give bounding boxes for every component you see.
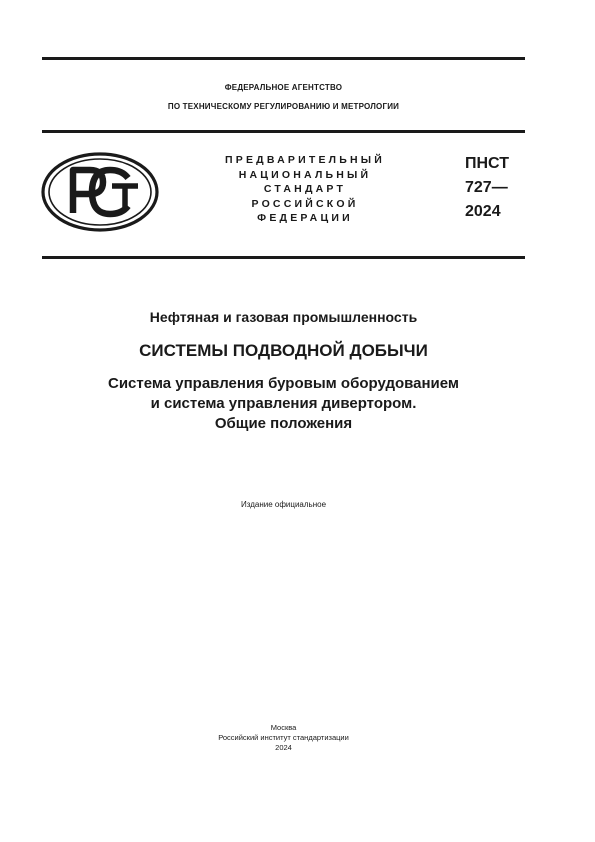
imprint-publisher: Российский институт стандартизации [218,733,349,742]
edition-note: Издание официальное [240,500,327,509]
standard-type-line: ПРЕДВАРИТЕЛЬНЫЙ [225,154,385,166]
main-title: СИСТЕМЫ ПОДВОДНОЙ ДОБЫЧИ [139,341,428,360]
subtitle-line: Система управления буровым оборудованием [107,375,460,392]
standard-type-line: РОССИЙСКОЙ [251,197,359,210]
imprint [42,723,525,753]
standard-type-line: НАЦИОНАЛЬНЫЙ [238,168,372,181]
standard-type-line: СТАНДАРТ [263,183,347,196]
gost-r-emblem-icon [40,151,160,233]
top-rule [42,57,525,60]
standard-code-line: ПНСТ [465,155,509,172]
title-block-rule [42,256,525,259]
standard-code-line: 2024 [465,203,501,220]
standard-code-line: 727— [465,179,508,196]
imprint-city: Москва [270,723,297,732]
subtitle [42,374,525,434]
header-rule [42,130,525,133]
subtitle-line: Общие положения [214,415,353,432]
standard-type [190,153,420,226]
agency-line-2: ПО ТЕХНИЧЕСКОМУ РЕГУЛИРОВАНИЮ И МЕТРОЛОГИИ [167,102,400,111]
agency-line-1: ФЕДЕРАЛЬНОЕ АГЕНТСТВО [224,83,343,92]
standard-code [465,152,509,224]
industry-title: Нефтяная и газовая промышленность [149,309,418,325]
imprint-year: 2024 [275,743,292,752]
subtitle-line: и система управления дивертором. [150,395,417,412]
standard-type-line: ФЕДЕРАЦИИ [257,212,353,225]
